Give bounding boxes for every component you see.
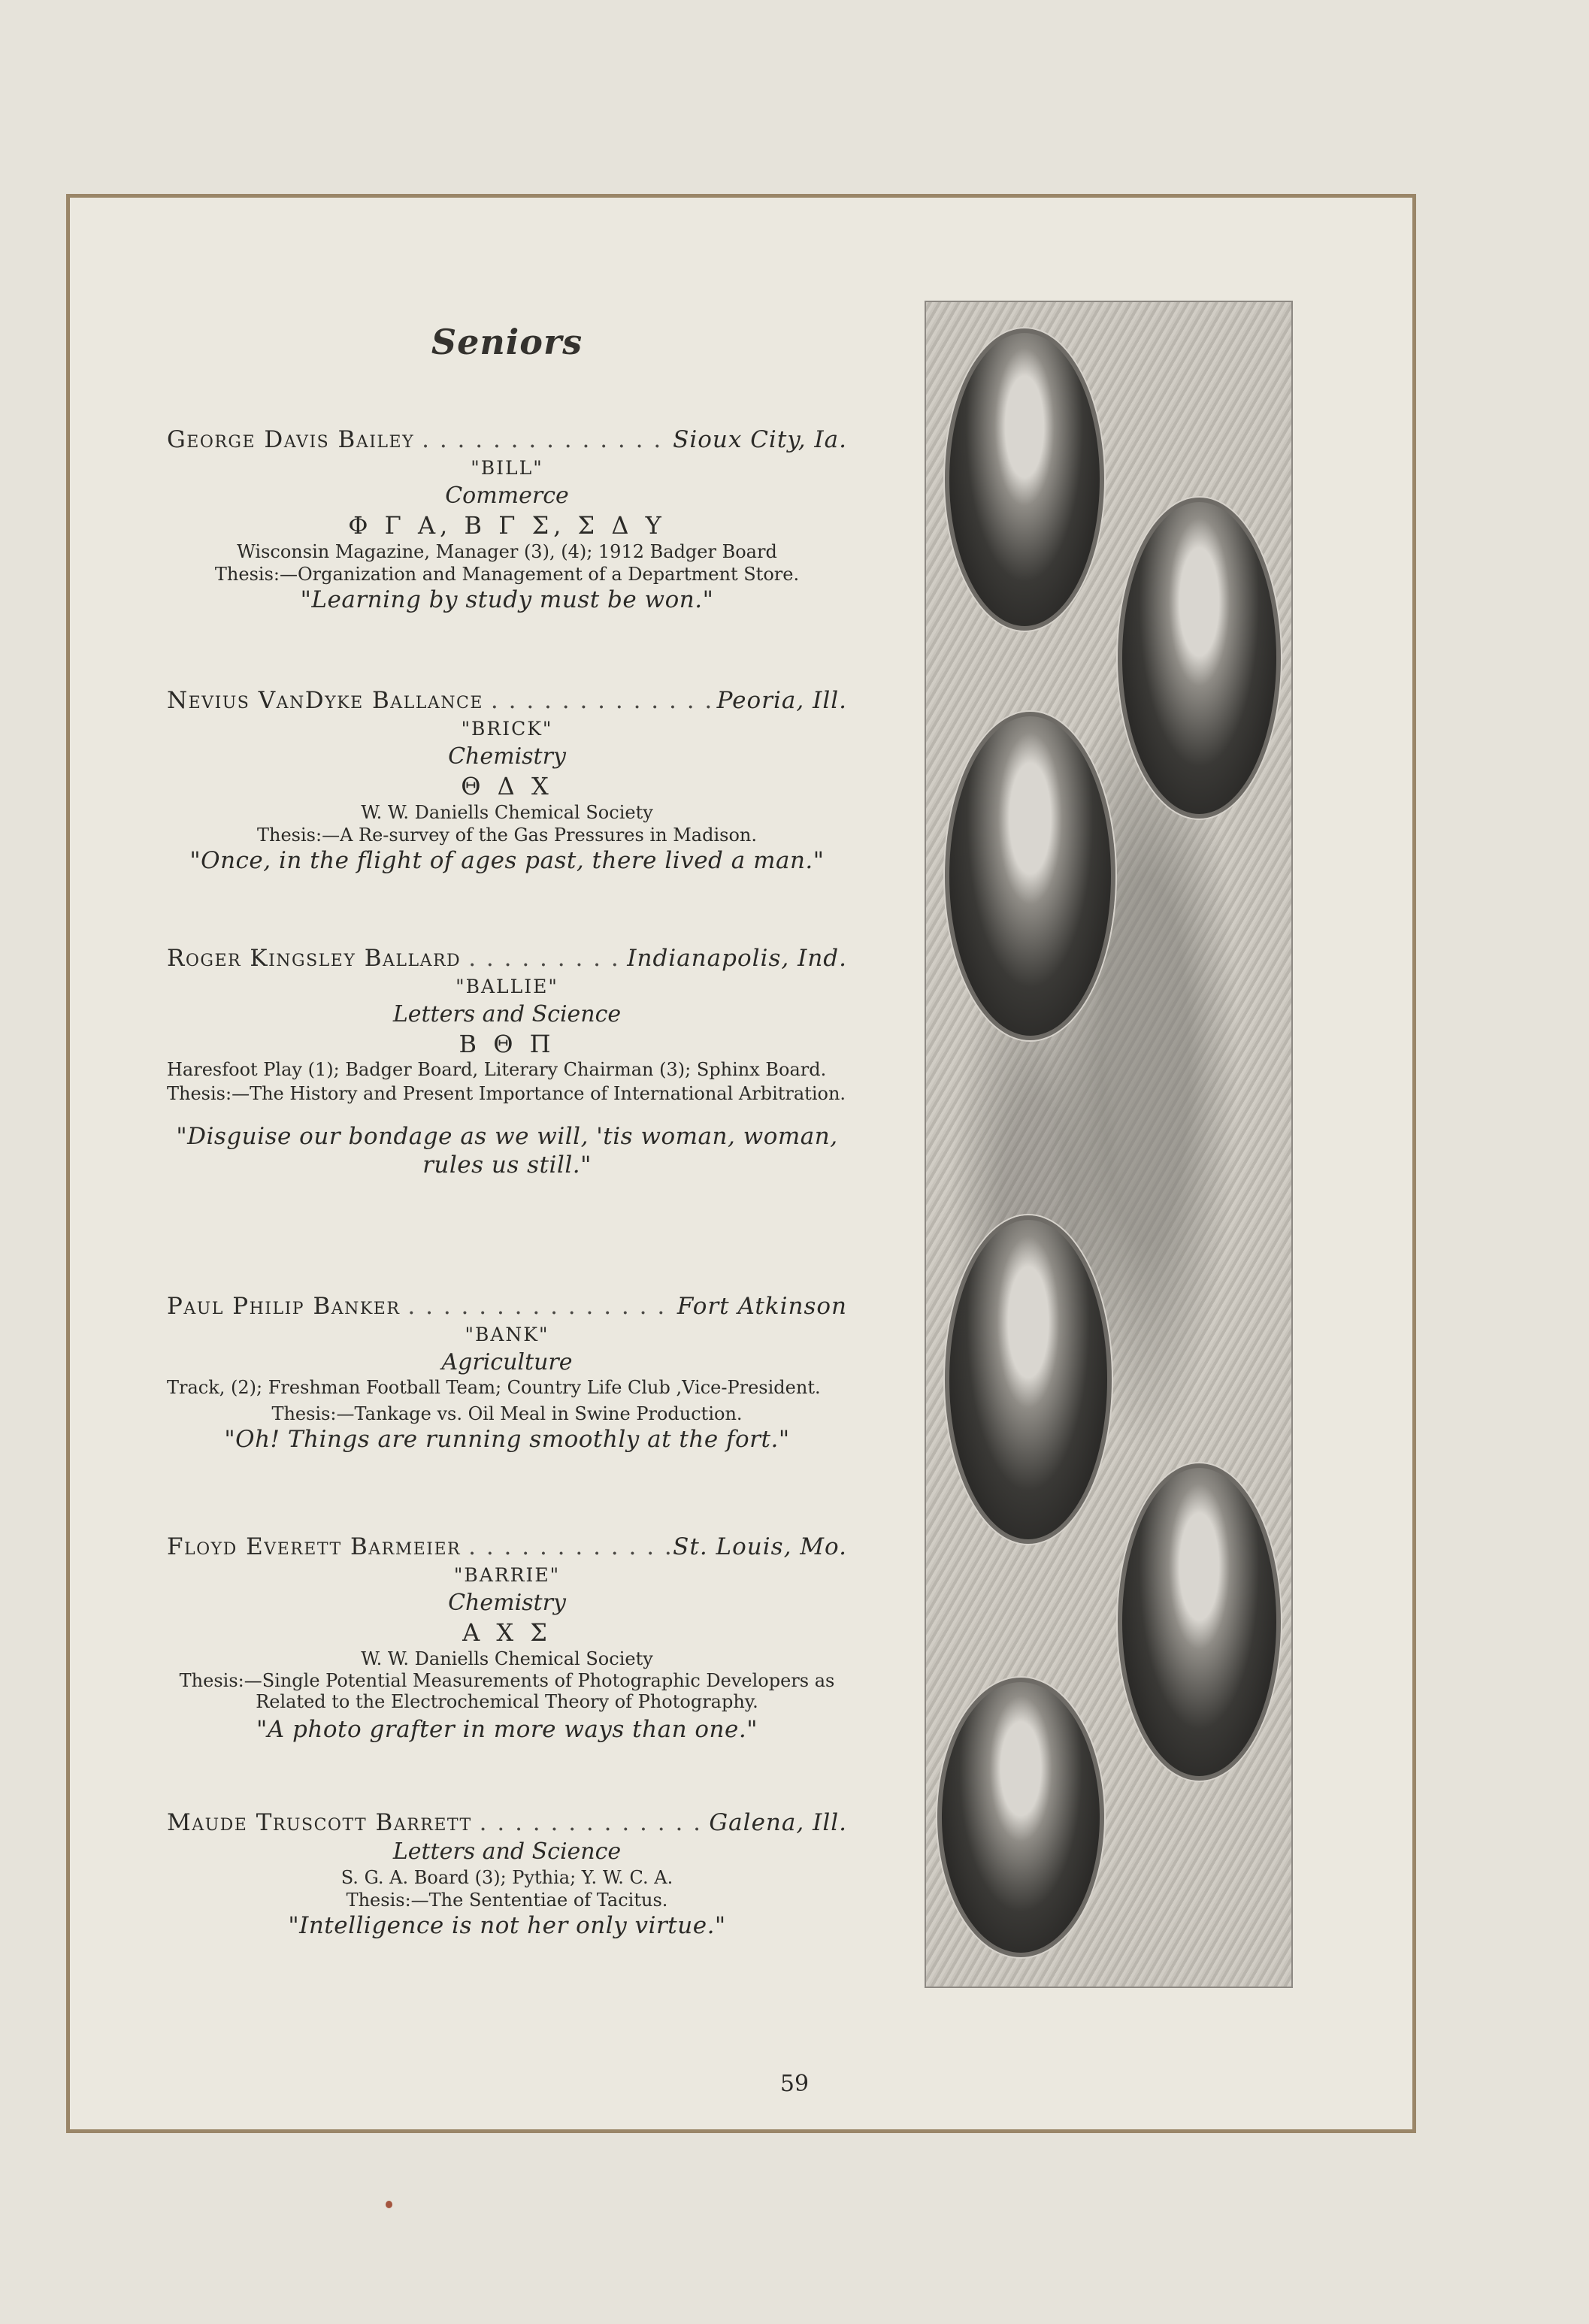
leader-dots [483, 685, 717, 716]
senior-activities: Wisconsin Magazine, Manager (3), (4); 1912 Badger Board [237, 541, 777, 562]
portrait-photo-barmeier [1118, 1463, 1281, 1781]
senior-thesis: Thesis:—Tankage vs. Oil Meal in Swine Production. [271, 1403, 743, 1424]
senior-activities: W. W. Daniells Chemical Society [361, 802, 653, 823]
senior-hometown: Peoria, Ill. [716, 687, 847, 714]
senior-department: Commerce [445, 483, 569, 509]
senior-hometown: Fort Atkinson [676, 1293, 847, 1320]
paper-speck [386, 2201, 392, 2208]
senior-hometown: Galena, Ill. [709, 1809, 847, 1836]
senior-name: Roger Kingsley Ballard [167, 945, 462, 972]
senior-fraternity: Θ Δ Χ [461, 772, 553, 800]
senior-entry-barrett [167, 1808, 847, 1940]
senior-nickname: "BANK" [465, 1324, 549, 1345]
senior-thesis: Thesis:—Organization and Management of a Department Store. [214, 564, 800, 585]
portrait-photo-barrett [937, 1678, 1104, 1957]
portrait-photo-ballard [945, 712, 1115, 1040]
senior-department: Agriculture [441, 1349, 573, 1375]
leader-dots [472, 1808, 710, 1838]
senior-activities: W. W. Daniells Chemical Society [361, 1648, 653, 1669]
senior-name: George Davis Bailey [167, 426, 415, 453]
senior-activities: Track, (2); Freshman Football Team; Country Life Club ,Vice-President. [167, 1377, 821, 1398]
senior-entry-barmeier [167, 1532, 847, 1744]
leader-dots [414, 425, 673, 455]
senior-name: Nevius VanDyke Ballance [167, 687, 483, 714]
senior-quote: "A photo grafter in more ways than one." [256, 1716, 758, 1743]
senior-entry-ballard [167, 943, 847, 1179]
senior-department: Letters and Science [392, 1838, 622, 1865]
senior-quote: "Once, in the flight of ages past, there lived a man." [189, 847, 825, 874]
senior-nickname: "BILL" [471, 457, 543, 479]
senior-activities: S. G. A. Board (3); Pythia; Y. W. C. A. [340, 1867, 673, 1888]
senior-nickname: "BRICK" [461, 718, 553, 740]
senior-name: Paul Philip Banker [167, 1293, 401, 1320]
senior-quote: "Disguise our bondage as we will, 'tis woman, woman, rules us still." [176, 1123, 838, 1179]
portrait-strip [925, 301, 1293, 1988]
portrait-photo-banker [945, 1215, 1112, 1544]
senior-quote: "Learning by study must be won." [300, 586, 714, 613]
senior-fraternity: Φ Γ Α, Β Γ Σ, Σ Δ Υ [348, 511, 666, 540]
portrait-photo-bailey [945, 328, 1104, 631]
senior-quote: "Intelligence is not her only virtue." [288, 1912, 726, 1939]
page-heading: Seniors [431, 322, 583, 362]
senior-thesis: Thesis:—Single Potential Measurements of Photographic Developers as Related to the Electrochemical Theory of Photography. [179, 1670, 835, 1712]
senior-entry-banker [167, 1291, 847, 1454]
senior-thesis: Thesis:—The Sententiae of Tacitus. [346, 1890, 668, 1911]
senior-name: Floyd Everett Barmeier [167, 1533, 462, 1560]
leader-dots [461, 1532, 673, 1562]
senior-hometown: Indianapolis, Ind. [627, 945, 847, 972]
senior-quote: "Oh! Things are running smoothly at the fort." [224, 1426, 790, 1453]
portrait-photo-ballance [1118, 498, 1281, 819]
leader-dots [400, 1291, 676, 1321]
senior-name: Maude Truscott Barrett [167, 1809, 472, 1836]
senior-nickname: "BALLIE" [456, 976, 558, 997]
senior-entry-ballance [167, 685, 847, 875]
senior-thesis: Thesis:—The History and Present Importance of International Arbitration. [167, 1083, 846, 1104]
senior-fraternity: Α Χ Σ [462, 1618, 552, 1647]
senior-hometown: Sioux City, Ia. [673, 426, 847, 453]
page-number: 59 [779, 2071, 810, 2097]
leader-dots [461, 943, 627, 973]
senior-department: Letters and Science [392, 1001, 622, 1027]
senior-department: Chemistry [448, 1590, 566, 1616]
senior-nickname: "BARRIE" [453, 1564, 561, 1586]
senior-entry-bailey [167, 425, 847, 614]
senior-hometown: St. Louis, Mo. [673, 1533, 847, 1560]
senior-thesis: Thesis:—A Re-survey of the Gas Pressures in Madison. [257, 825, 757, 846]
senior-department: Chemistry [448, 743, 566, 770]
senior-activities: Haresfoot Play (1); Badger Board, Literary Chairman (3); Sphinx Board. [167, 1059, 827, 1080]
senior-fraternity: Β Θ Π [459, 1030, 555, 1058]
